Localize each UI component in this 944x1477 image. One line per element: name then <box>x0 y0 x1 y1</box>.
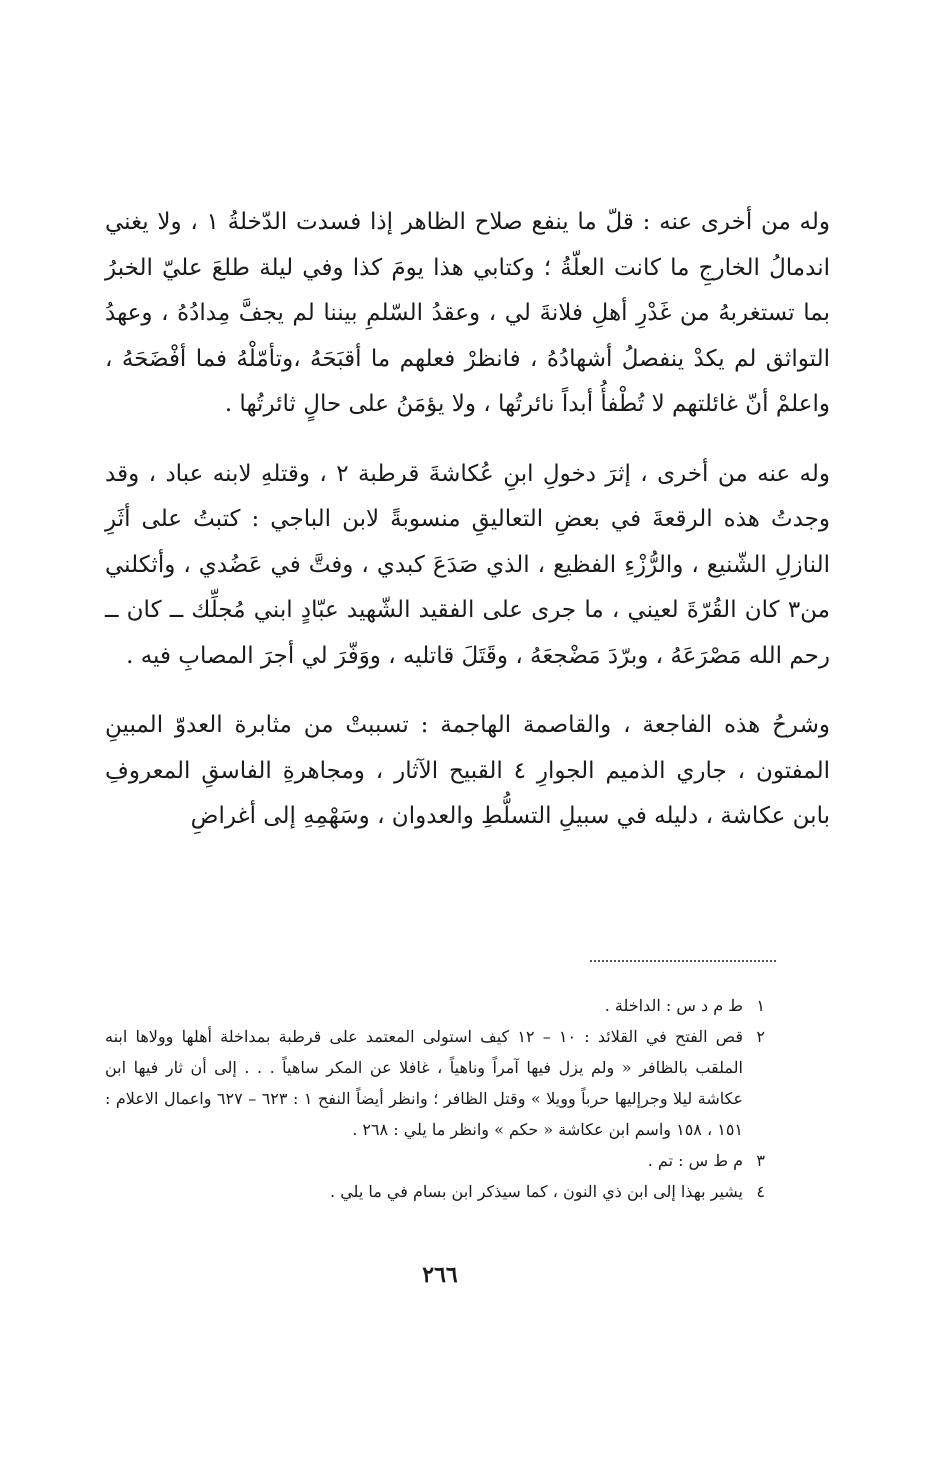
footnote-1 <box>105 990 765 1021</box>
paragraph-3: وشرحُ هذه الفاجعة ، والقاصمة الهاجمة : تسببتْ من مثابرة العدوّ المبينِ المفتون ، جاري الذميم الجوارِ ٤ القبيح الآثار ، ومجاهرةِ الفاسقِ المعروفِ بابن عكاشة ، دليله في سبيلِ التسلُّطِ والعدوان ، وسَهْمِهِ إلى أغراضِ <box>105 712 830 829</box>
footnote-text: ط م د س : الداخلة . <box>604 996 743 1015</box>
paragraph-2: وله عنه من أخرى ، إثرَ دخولِ ابنِ عُكاشةَ قرطبة ٢ ، وقتلهِ لابنه عباد ، وقد وجدتُ هذه الرقعةَ في بعضِ التعاليقِ منسوبةً لابن الباجي : كتبتُ على أثَرِ النازلِ الشّنيع ، والرُّزْءِ الفظيع ، الذي صَدَعَ كبدي ، وفتَّ في عَضُدي ، وأثكلني من٣ كان القُرّةَ لعيني ، ما جرى على الفقيد الشّهيد عبّادٍ ابني مُجلِّك ــ كان ــ رحم الله مَصْرَعَهُ ، وبرّدَ مَضْجعَهُ ، وقَتَلَ قاتليه ، ووَفّرَ لي أجرَ المصابِ فيه . <box>105 460 830 669</box>
footnote-text: يشير بهذا إلى ابن ذي النون ، كما سيذكر ابن بسام في ما يلي . <box>330 1182 743 1201</box>
main-text <box>105 200 830 864</box>
footnote-number: ١ <box>756 996 765 1015</box>
page-number: ٢٦٦ <box>422 1262 458 1288</box>
footnote-4 <box>105 1176 765 1207</box>
footnote-number: ٢ <box>756 1027 765 1046</box>
footnote-2 <box>105 1021 765 1145</box>
footnote-number: ٤ <box>756 1182 765 1201</box>
footnote-3 <box>105 1145 765 1176</box>
footnote-separator <box>590 960 776 962</box>
footnotes <box>105 990 765 1207</box>
footnote-number: ٣ <box>756 1151 765 1170</box>
footnote-text: م ط س : تم . <box>647 1151 743 1170</box>
paragraph-1: وله من أخرى عنه : قلّ ما ينفع صلاح الظاهر إذا فسدت الدّخلةُ ١ ، ولا يغني اندمالُ الخارجِ ما كانت العلّةُ ؛ وكتابي هذا يومَ كذا وفي ليلة طلعَ عليّ الخبرُ بما تستغربهُ من غَدْرِ أهلِ فلانةَ لي ، وعقدُ السّلمِ بيننا لم يجفَّ مِدادُهُ ، وعهدُ التواثق لم يكدْ ينفصلُ أشهادُهُ ، فانظرْ فعلهم ما أقبَحَهُ ،وتأمّلْهُ فما أفْضَحَهُ ، واعلمْ أنّ غائلتهم لا تُطْفأُ أبداً نائرتُها ، ولا يؤمَنُ على حالٍ ثائرتُها . <box>105 209 830 417</box>
footnote-text: قص الفتح في القلائد : ١٠ – ١٢ كيف استولى المعتمد على قرطبة بمداخلة أهلها وولاها ابنه الملقب بالظافر « ولم يزل فيها آمراً وناهياً ، غافلا عن المكر ساهياً . . . إلى أن ثار فيها ابن عكاشة ليلا وجرإليها حرباً وويلا » وقتل الظافر ؛ وانظر أيضاً النفح ١ : ٦٢٣ – ٦٢٧ واعمال الاعلام : ١٥١ ، ١٥٨ واسم ابن عكاشة « حكم » وانظر ما يلي : ٢٦٨ . <box>105 1027 744 1139</box>
